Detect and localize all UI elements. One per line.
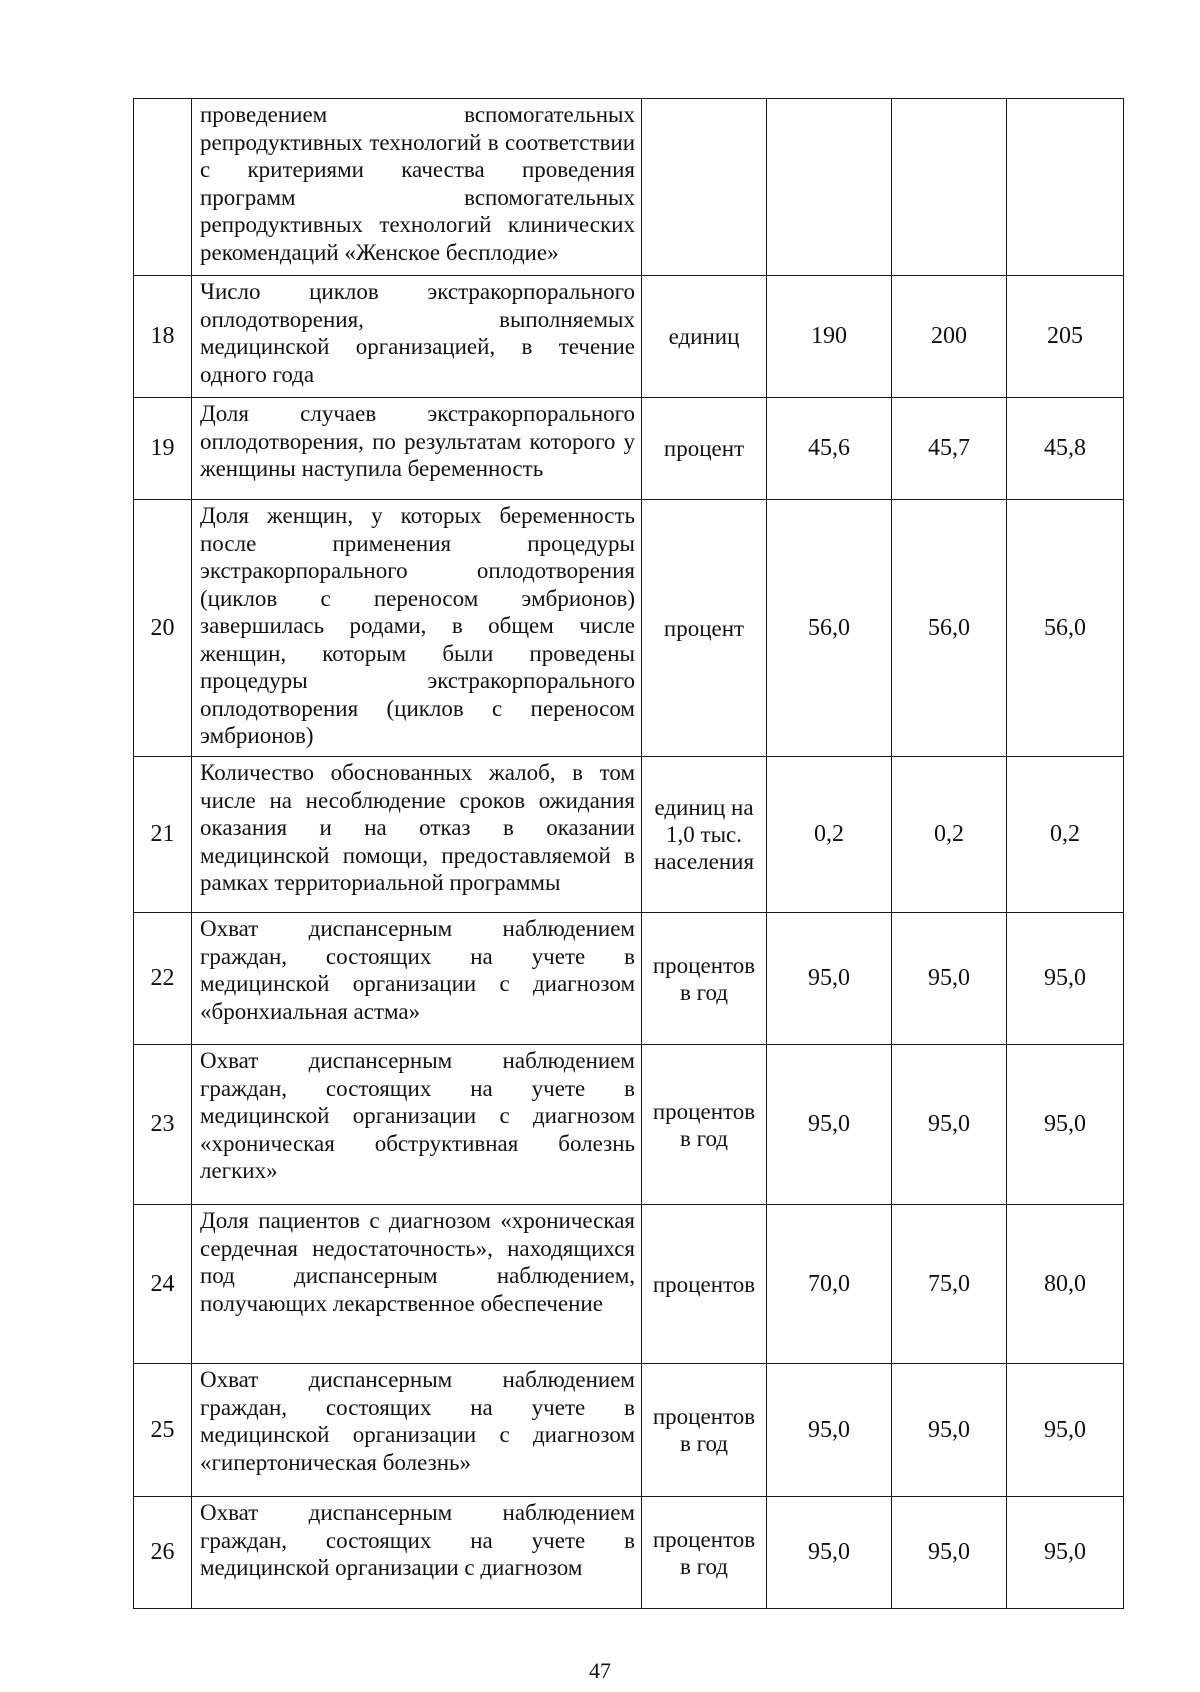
row-number: 25 — [134, 1364, 192, 1497]
table-row — [134, 913, 1124, 1045]
unit-cell: единиц — [642, 276, 767, 398]
row-number: 22 — [134, 913, 192, 1045]
unit-cell: процентов — [642, 1205, 767, 1364]
value-year-3: 45,8 — [1007, 398, 1124, 500]
table-row — [134, 1045, 1124, 1205]
value-year-3: 95,0 — [1007, 1045, 1124, 1205]
value-year-3: 0,2 — [1007, 757, 1124, 913]
row-number: 23 — [134, 1045, 192, 1205]
row-number: 21 — [134, 757, 192, 913]
row-number: 26 — [134, 1497, 192, 1609]
value-year-2 — [892, 99, 1007, 276]
unit-cell: процентов в год — [642, 1045, 767, 1205]
value-year-1 — [767, 99, 892, 276]
table-row — [134, 1497, 1124, 1609]
indicator-name: Число циклов экстракорпорального оплодотворения, выполняемых медицинской организацией, в течение одного года — [192, 276, 642, 398]
indicator-name: Охват диспансерным наблюдением граждан, состоящих на учете в медицинской организации с диагнозом «бронхиальная астма» — [192, 913, 642, 1045]
value-year-1: 45,6 — [767, 398, 892, 500]
indicator-name: Доля случаев экстракорпорального оплодотворения, по результатам которого у женщины наступила беременность — [192, 398, 642, 500]
value-year-3: 80,0 — [1007, 1205, 1124, 1364]
table-row — [134, 99, 1124, 276]
value-year-3 — [1007, 99, 1124, 276]
indicators-table — [133, 98, 1124, 1609]
value-year-3: 95,0 — [1007, 1364, 1124, 1497]
unit-cell: процентов в год — [642, 913, 767, 1045]
table-row — [134, 398, 1124, 500]
table-row — [134, 1364, 1124, 1497]
value-year-1: 190 — [767, 276, 892, 398]
row-number — [134, 99, 192, 276]
value-year-1: 95,0 — [767, 1364, 892, 1497]
value-year-2: 95,0 — [892, 913, 1007, 1045]
page-number: 47 — [589, 1658, 611, 1683]
value-year-3: 205 — [1007, 276, 1124, 398]
table-row — [134, 276, 1124, 398]
indicator-name: Доля женщин, у которых беременность после применения процедуры экстракорпорального оплодотворения (циклов с переносом эмбрионов) завершилась родами, в общем числе женщин, которым были проведены процедуры экстракорпорального оплодотворения (циклов с переносом эмбрионов) — [192, 500, 642, 757]
value-year-1: 95,0 — [767, 1045, 892, 1205]
unit-cell — [642, 99, 767, 276]
unit-cell: процентов в год — [642, 1364, 767, 1497]
table-row — [134, 757, 1124, 913]
indicator-name: Количество обоснованных жалоб, в том числе на несоблюдение сроков ожидания оказания и на отказ в оказании медицинской помощи, предоставляемой в рамках территориальной программы — [192, 757, 642, 913]
row-number: 18 — [134, 276, 192, 398]
value-year-2: 95,0 — [892, 1045, 1007, 1205]
value-year-2: 45,7 — [892, 398, 1007, 500]
value-year-3: 56,0 — [1007, 500, 1124, 757]
indicator-name: Охват диспансерным наблюдением граждан, состоящих на учете в медицинской организации с диагнозом «гипертоническая болезнь» — [192, 1364, 642, 1497]
value-year-1: 56,0 — [767, 500, 892, 757]
row-number: 24 — [134, 1205, 192, 1364]
row-number: 20 — [134, 500, 192, 757]
value-year-2: 95,0 — [892, 1497, 1007, 1609]
unit-cell: процентов в год — [642, 1497, 767, 1609]
value-year-2: 0,2 — [892, 757, 1007, 913]
value-year-3: 95,0 — [1007, 913, 1124, 1045]
table-row — [134, 1205, 1124, 1364]
indicator-name: проведением вспомогательных репродуктивных технологий в соответствии с критериями качества проведения программ вспомогательных репродуктивных технологий клинических рекомендаций «Женское бесплодие» — [192, 99, 642, 276]
unit-cell: процент — [642, 500, 767, 757]
value-year-1: 70,0 — [767, 1205, 892, 1364]
value-year-2: 75,0 — [892, 1205, 1007, 1364]
unit-cell: единиц на 1,0 тыс. населения — [642, 757, 767, 913]
value-year-1: 0,2 — [767, 757, 892, 913]
value-year-2: 200 — [892, 276, 1007, 398]
value-year-1: 95,0 — [767, 1497, 892, 1609]
value-year-2: 95,0 — [892, 1364, 1007, 1497]
indicator-name: Доля пациентов с диагнозом «хроническая сердечная недостаточность», находящихся под диспансерным наблюдением, получающих лекарственное обеспечение — [192, 1205, 642, 1364]
indicator-name: Охват диспансерным наблюдением граждан, состоящих на учете в медицинской организации с диагнозом — [192, 1497, 642, 1609]
value-year-2: 56,0 — [892, 500, 1007, 757]
value-year-3: 95,0 — [1007, 1497, 1124, 1609]
unit-cell: процент — [642, 398, 767, 500]
indicator-name: Охват диспансерным наблюдением граждан, состоящих на учете в медицинской организации с диагнозом «хроническая обструктивная болезнь легких» — [192, 1045, 642, 1205]
row-number: 19 — [134, 398, 192, 500]
value-year-1: 95,0 — [767, 913, 892, 1045]
table-row — [134, 500, 1124, 757]
